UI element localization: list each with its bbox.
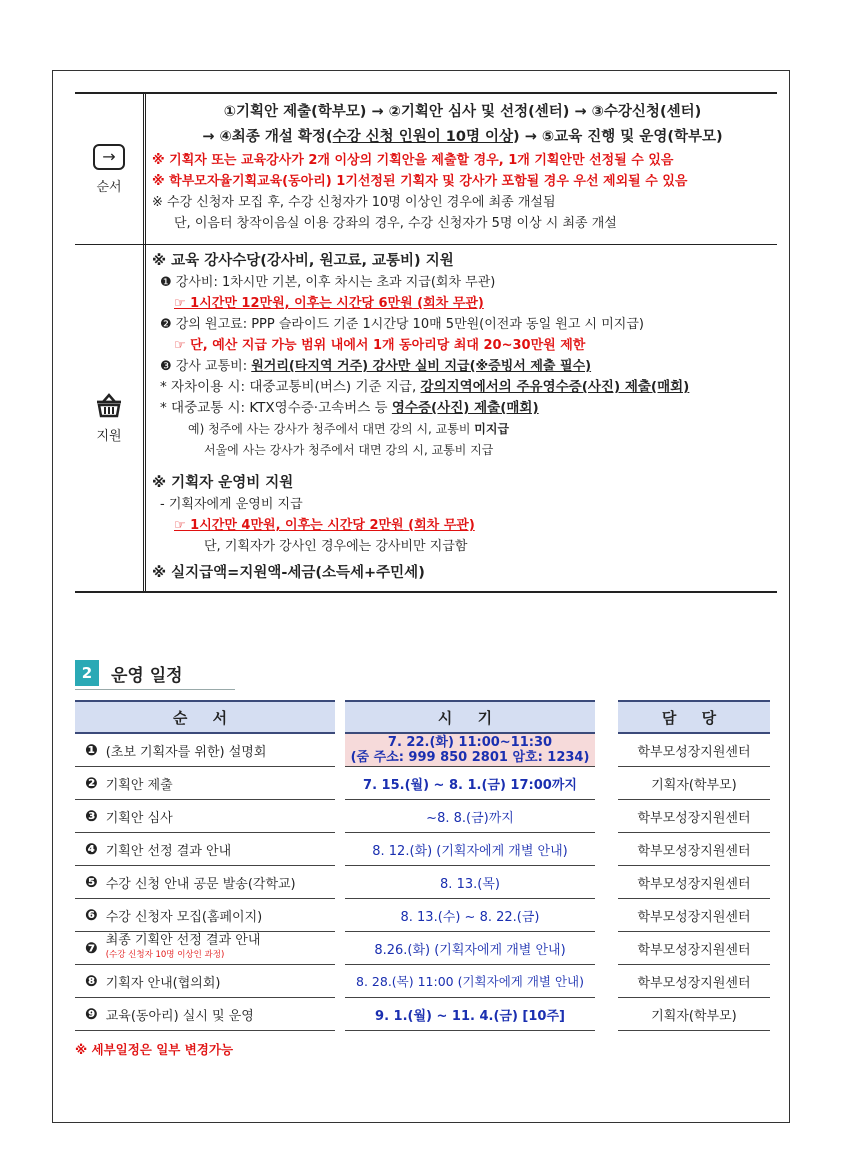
owner-value: 학부모성장지원센터 <box>618 866 770 899</box>
support-title: ※ 교육 강사수당(강사비, 원고료, 교통비) 지원 <box>152 253 454 269</box>
support-example-1: 예) 청주에 사는 강사가 청주에서 대면 강의 시, 교통비 미지급 <box>188 422 510 436</box>
flow-line-2: → ④최종 개설 확정(수강 신청 인원이 10명 이상) → ⑤교육 진행 및 운영(학부모) <box>202 129 723 145</box>
owner-value: 학부모성장지원센터 <box>618 965 770 998</box>
support-public: * 대중교통 시: KTX영수증·고속버스 등 영수증(사진) 제출(매회) <box>160 400 539 416</box>
flow-underlined: 수강 신청 인원이 10명 이상 <box>332 129 514 145</box>
arrow-right-icon: → <box>93 144 125 170</box>
step-label: (초보 기획자를 위한) 설명회 <box>105 744 267 760</box>
order-label-cell <box>75 94 146 244</box>
section-title: 운영 일정 <box>111 665 183 686</box>
step-label: 기획안 선정 결과 안내 <box>105 843 232 859</box>
step-label: 수강 신청자 모집(홈페이지) <box>105 909 263 925</box>
period-zoom: (줌 주소: 999 850 2801 암호: 1234) <box>350 750 590 765</box>
planner-line-1: - 기획자에게 운영비 지급 <box>160 497 303 512</box>
owner-value: 학부모성장지원센터 <box>618 800 770 833</box>
owner-value: 학부모성장지원센터 <box>618 899 770 932</box>
support-car: * 자차이용 시: 대중교통비(버스) 기준 지급, 강의지역에서의 주유영수증(사진) 제출(매회) <box>160 379 690 395</box>
support-row <box>75 245 777 593</box>
step-label: 교육(동아리) 실시 및 운영 <box>105 1008 254 1024</box>
support-item-3: ❸ 강사 교통비: 원거리(타지역 거주) 강사만 실비 지급(※증빙서 제출 필수) <box>160 359 592 374</box>
step-label: 기획안 제출 <box>105 777 173 793</box>
order-label: 순서 <box>96 179 122 195</box>
support-item-1-red: ☞ 1시간만 12만원, 이후는 시간당 6만원 (회차 무관) <box>174 296 484 311</box>
order-content <box>146 94 777 244</box>
order-note-2: ※ 학부모자율기획교육(동아리) 1기선정된 기획자 및 강사가 포함될 경우 우선 제외될 수 있음 <box>152 174 688 189</box>
step-sublabel: (수강 신청자 10명 이상인 과정) <box>105 950 225 960</box>
info-table <box>75 92 777 593</box>
planner-line-2: 단, 기획자가 강사인 경우에는 강사비만 지급함 <box>204 539 468 554</box>
section-heading <box>75 660 183 686</box>
order-note-1: ※ 기획자 또는 교육강사가 2개 이상의 기획안을 제출할 경우, 1개 기획안만 선정될 수 있음 <box>152 153 674 168</box>
flow-line-1: ①기획안 제출(학부모) → ②기획안 심사 및 선정(센터) → ③수강신청(센터) <box>223 104 702 120</box>
order-row <box>75 92 777 245</box>
header-period: 시 기 <box>345 700 595 734</box>
owner-value: 기획자(학부모) <box>618 767 770 800</box>
owner-value: 학부모성장지원센터 <box>618 833 770 866</box>
step-label: 수강 신청 안내 공문 발송(각학교) <box>105 876 296 892</box>
step-label: 기획자 안내(협의회) <box>105 975 221 991</box>
order-note-4: 단, 이음터 창작이음실 이용 강좌의 경우, 수강 신청자가 5명 이상 시 최종 개설 <box>174 216 617 231</box>
support-example-2: 서울에 사는 강사가 청주에서 대면 강의 시, 교통비 지급 <box>204 443 494 457</box>
period-value: 7. 15.(월) ~ 8. 1.(금) 17:00까지 <box>345 767 595 800</box>
period-value: 8. 13.(수) ~ 8. 22.(금) <box>345 899 595 932</box>
step-label: 최종 기획안 선정 결과 안내 <box>105 933 261 948</box>
owner-value: 학부모성장지원센터 <box>618 734 770 767</box>
support-item-2-red: ☞ 단, 예산 지급 가능 범위 내에서 1개 동아리당 최대 20~30만원 제한 <box>174 338 586 353</box>
support-content <box>146 245 777 591</box>
period-value: 8.26.(화) (기획자에게 개별 안내) <box>345 932 595 965</box>
order-note-3: ※ 수강 신청자 모집 후, 수강 신청자가 10명 이상인 경우에 최종 개설됨 <box>152 195 556 210</box>
owner-value: 학부모성장지원센터 <box>618 932 770 965</box>
period-value: 9. 1.(월) ~ 11. 4.(금) [10주] <box>345 998 595 1031</box>
section-number: 2 <box>75 660 99 686</box>
support-item-1: ❶ 강사비: 1차시만 기본, 이후 차시는 초과 지급(회차 무관) <box>160 275 496 290</box>
period-value: 7. 22.(화) 11:00~11:30 <box>387 735 553 750</box>
step-label: 기획안 심사 <box>105 810 173 826</box>
net-payment: ※ 실지급액=지원액-세금(소득세+주민세) <box>152 565 425 581</box>
planner-red: ☞ 1시간만 4만원, 이후는 시간당 2만원 (회차 무관) <box>174 518 475 533</box>
header-order: 순 서 <box>75 700 335 734</box>
owner-value: 기획자(학부모) <box>618 998 770 1031</box>
support-label: 지원 <box>96 429 122 444</box>
support-item-2: ❷ 강의 원고료: PPP 슬라이드 기준 1시간당 10매 5만원(이전과 동일 원고 시 미지급) <box>160 317 644 332</box>
section-underline <box>75 689 235 690</box>
planner-title: ※ 기획자 운영비 지원 <box>152 475 294 491</box>
period-value: 8. 13.(목) <box>345 866 595 899</box>
basket-icon <box>94 392 124 425</box>
period-value: 8. 28.(목) 11:00 (기획자에게 개별 안내) <box>345 965 595 998</box>
period-value: ~8. 8.(금)까지 <box>345 800 595 833</box>
support-label-cell <box>75 245 146 591</box>
period-value: 8. 12.(화) (기획자에게 개별 안내) <box>345 833 595 866</box>
schedule-footnote: ※ 세부일정은 일부 변경가능 <box>75 1042 234 1057</box>
header-owner: 담 당 <box>618 700 770 734</box>
